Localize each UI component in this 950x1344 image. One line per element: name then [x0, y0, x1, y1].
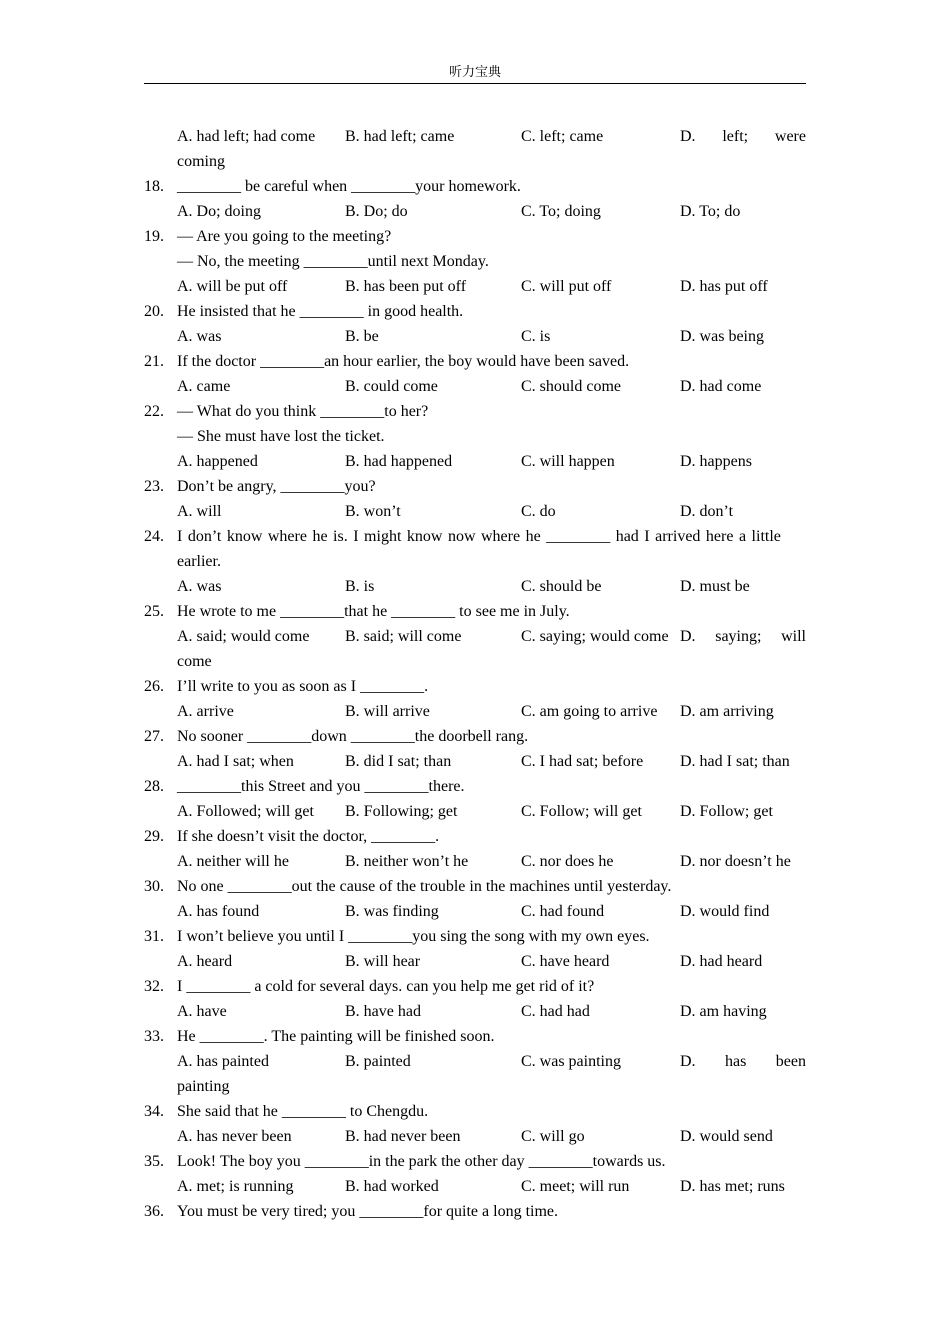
q32-option-b[interactable]: B. have had [345, 1003, 421, 1020]
question-number: 28. [144, 778, 164, 795]
question-number: 20. [144, 303, 164, 320]
q20-options [144, 324, 806, 349]
q27-option-a[interactable]: A. had I sat; when [177, 753, 294, 770]
q31-option-c[interactable]: C. have heard [521, 953, 610, 970]
question-number: 34. [144, 1103, 164, 1120]
question-24 [144, 524, 806, 549]
q25-option-c[interactable]: C. saying; would come [521, 628, 669, 645]
question-number: 26. [144, 678, 164, 695]
q28-option-d[interactable]: D. Follow; get [680, 803, 773, 820]
q20-option-b[interactable]: B. be [345, 328, 379, 345]
q26-option-d[interactable]: D. am arriving [680, 703, 774, 720]
q17-options [144, 124, 806, 149]
q23-option-d[interactable]: D. don’t [680, 503, 734, 520]
question-21 [144, 349, 806, 374]
q18-option-b[interactable]: B. Do; do [345, 203, 408, 220]
question-number: 23. [144, 478, 164, 495]
question-33 [144, 1024, 806, 1049]
q17-option-c[interactable]: C. left; came [521, 128, 604, 145]
q27-option-d[interactable]: D. had I sat; than [680, 753, 790, 770]
q24-option-c[interactable]: C. should be [521, 578, 602, 595]
question-text: — She must have lost the ticket. [177, 428, 385, 445]
question-text: He wrote to me ________that he ________ to see me in July. [177, 603, 570, 620]
question-text: He insisted that he ________ in good health. [177, 303, 464, 320]
question-31 [144, 924, 806, 949]
q25-option-b[interactable]: B. said; will come [345, 628, 462, 645]
q24-option-a[interactable]: A. was [177, 578, 222, 595]
q33-option-c[interactable]: C. was painting [521, 1053, 621, 1070]
q35-option-b[interactable]: B. had worked [345, 1178, 439, 1195]
q23-option-c[interactable]: C. do [521, 503, 556, 520]
q22-option-b[interactable]: B. had happened [345, 453, 453, 470]
q35-option-c[interactable]: C. meet; will run [521, 1178, 630, 1195]
question-number: 19. [144, 228, 164, 245]
q28-option-b[interactable]: B. Following; get [345, 803, 458, 820]
question-number: 25. [144, 603, 164, 620]
question-32 [144, 974, 806, 999]
question-number: 18. [144, 178, 164, 195]
question-text: I ________ a cold for several days. can you help me get rid of it? [177, 978, 595, 995]
q25-option-a[interactable]: A. said; would come [177, 628, 310, 645]
question-text: If she doesn’t visit the doctor, ________. [177, 828, 440, 845]
q22-option-d[interactable]: D. happens [680, 453, 752, 470]
question-19 [144, 224, 806, 249]
q33-option-b[interactable]: B. painted [345, 1053, 411, 1070]
q24-option-b[interactable]: B. is [345, 578, 375, 595]
question-list [144, 124, 806, 1224]
q26-option-b[interactable]: B. will arrive [345, 703, 430, 720]
q21-option-a[interactable]: A. came [177, 378, 231, 395]
question-number: 24. [144, 528, 164, 545]
q22-option-c[interactable]: C. will happen [521, 453, 615, 470]
q32-option-a[interactable]: A. have [177, 1003, 227, 1020]
question-19-line2 [144, 249, 806, 274]
question-23 [144, 474, 806, 499]
q32-option-c[interactable]: C. had had [521, 1003, 590, 1020]
q23-option-a[interactable]: A. will [177, 503, 222, 520]
q35-option-a[interactable]: A. met; is running [177, 1178, 294, 1195]
q29-option-d[interactable]: D. nor doesn’t he [680, 853, 791, 870]
q28-options [144, 799, 806, 824]
question-24-line2 [144, 549, 806, 574]
question-35 [144, 1149, 806, 1174]
q23-option-b[interactable]: B. won’t [345, 503, 401, 520]
question-text: I won’t believe you until I ________you sing the song with my own eyes. [177, 928, 650, 945]
question-number: 21. [144, 353, 164, 370]
q20-option-d[interactable]: D. was being [680, 328, 764, 345]
question-26 [144, 674, 806, 699]
q19-option-b[interactable]: B. has been put off [345, 278, 467, 295]
question-text: earlier. [177, 553, 221, 570]
question-number: 36. [144, 1203, 164, 1220]
question-25 [144, 599, 806, 624]
question-18 [144, 174, 806, 199]
q24-options [144, 574, 806, 599]
question-text: Don’t be angry, ________you? [177, 478, 376, 495]
q21-option-c[interactable]: C. should come [521, 378, 621, 395]
q21-option-d[interactable]: D. had come [680, 378, 762, 395]
header-rule [144, 83, 806, 84]
q29-options [144, 849, 806, 874]
q31-option-a[interactable]: A. heard [177, 953, 233, 970]
question-text: I’ll write to you as soon as I ________. [177, 678, 429, 695]
q26-option-a[interactable]: A. arrive [177, 703, 234, 720]
q30-option-c[interactable]: C. had found [521, 903, 605, 920]
question-34 [144, 1099, 806, 1124]
q33-option-d-continued: painting [177, 1078, 230, 1095]
question-30 [144, 874, 806, 899]
question-28 [144, 774, 806, 799]
q27-options [144, 749, 806, 774]
question-number: 30. [144, 878, 164, 895]
question-text: I don’t know where he is. I might know now where he ________ had I arrived here a little [177, 528, 781, 545]
question-29 [144, 824, 806, 849]
q30-options [144, 899, 806, 924]
q33-option-d[interactable]: D. has been [680, 1053, 806, 1070]
question-number: 33. [144, 1028, 164, 1045]
q18-option-c[interactable]: C. To; doing [521, 203, 601, 220]
question-text: Look! The boy you ________in the park the other day ________towards us. [177, 1153, 666, 1170]
q18-options [144, 199, 806, 224]
question-number: 32. [144, 978, 164, 995]
q23-options [144, 499, 806, 524]
question-text: You must be very tired; you ________for quite a long time. [177, 1203, 558, 1220]
question-number: 35. [144, 1153, 164, 1170]
question-20 [144, 299, 806, 324]
q17-option-b[interactable]: B. had left; came [345, 128, 455, 145]
page-header-title: 听力宝典 [448, 65, 501, 80]
q26-option-c[interactable]: C. am going to arrive [521, 703, 658, 720]
q34-option-b[interactable]: B. had never been [345, 1128, 461, 1145]
question-36 [144, 1199, 806, 1224]
q34-option-c[interactable]: C. will go [521, 1128, 585, 1145]
question-text: She said that he ________ to Chengdu. [177, 1103, 429, 1120]
question-text: He ________. The painting will be finished soon. [177, 1028, 495, 1045]
q29-option-a[interactable]: A. neither will he [177, 853, 289, 870]
q30-option-a[interactable]: A. has found [177, 903, 260, 920]
q30-option-d[interactable]: D. would find [680, 903, 770, 920]
q17-option-d-continued: coming [177, 153, 225, 170]
q26-options [144, 699, 806, 724]
q25-option-d[interactable]: D. saying; will [680, 628, 806, 645]
question-22-line2 [144, 424, 806, 449]
question-27 [144, 724, 806, 749]
q31-option-d[interactable]: D. had heard [680, 953, 763, 970]
q29-option-c[interactable]: C. nor does he [521, 853, 614, 870]
q33-options [144, 1049, 806, 1074]
q17-option-a[interactable]: A. had left; had come [177, 128, 316, 145]
q22-options [144, 449, 806, 474]
q25-option-d-continued: come [177, 653, 212, 670]
question-text: No sooner ________down ________the doorbell rang. [177, 728, 529, 745]
q18-option-a[interactable]: A. Do; doing [177, 203, 261, 220]
q18-option-d[interactable]: D. To; do [680, 203, 741, 220]
q34-option-d[interactable]: D. would send [680, 1128, 773, 1145]
q35-options [144, 1174, 806, 1199]
q35-option-d[interactable]: D. has met; runs [680, 1178, 785, 1195]
q27-option-b[interactable]: B. did I sat; than [345, 753, 452, 770]
q19-option-d[interactable]: D. has put off [680, 278, 768, 295]
question-text: — What do you think ________to her? [177, 403, 429, 420]
q28-option-a[interactable]: A. Followed; will get [177, 803, 314, 820]
question-22 [144, 399, 806, 424]
q32-options [144, 999, 806, 1024]
question-text: ________this Street and you ________there. [177, 778, 465, 795]
q34-option-a[interactable]: A. has never been [177, 1128, 292, 1145]
q22-option-a[interactable]: A. happened [177, 453, 258, 470]
q21-option-b[interactable]: B. could come [345, 378, 438, 395]
q32-option-d[interactable]: D. am having [680, 1003, 767, 1020]
q20-option-a[interactable]: A. was [177, 328, 222, 345]
q19-options [144, 274, 806, 299]
q24-option-d[interactable]: D. must be [680, 578, 750, 595]
q31-options [144, 949, 806, 974]
question-number: 22. [144, 403, 164, 420]
question-number: 27. [144, 728, 164, 745]
q28-option-c[interactable]: C. Follow; will get [521, 803, 642, 820]
q33-option-a[interactable]: A. has painted [177, 1053, 269, 1070]
q25-options [144, 624, 806, 649]
q31-option-b[interactable]: B. will hear [345, 953, 421, 970]
question-text: — Are you going to the meeting? [177, 228, 392, 245]
q19-option-c[interactable]: C. will put off [521, 278, 612, 295]
question-text: — No, the meeting ________until next Monday. [177, 253, 489, 270]
q17-option-d[interactable]: D. left; were [680, 128, 806, 145]
question-number: 29. [144, 828, 164, 845]
q29-option-b[interactable]: B. neither won’t he [345, 853, 469, 870]
question-number: 31. [144, 928, 164, 945]
q20-option-c[interactable]: C. is [521, 328, 551, 345]
q30-option-b[interactable]: B. was finding [345, 903, 439, 920]
question-text: No one ________out the cause of the trouble in the machines until yesterday. [177, 878, 672, 895]
q34-options [144, 1124, 806, 1149]
q21-options [144, 374, 806, 399]
q19-option-a[interactable]: A. will be put off [177, 278, 288, 295]
question-text: If the doctor ________an hour earlier, the boy would have been saved. [177, 353, 630, 370]
question-text: ________ be careful when ________your homework. [177, 178, 521, 195]
q27-option-c[interactable]: C. I had sat; before [521, 753, 644, 770]
